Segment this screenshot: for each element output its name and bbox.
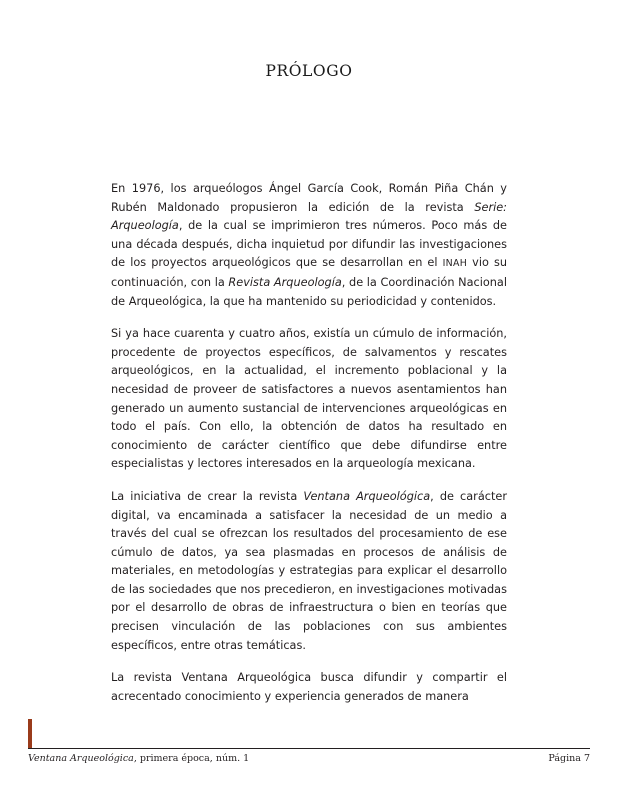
footer-divider <box>28 748 590 749</box>
page-footer <box>28 753 590 764</box>
paragraph-1 <box>111 180 507 311</box>
paragraph-1-run-1: En 1976, los arqueólogos Ángel García Cook, Román Piña Chán y Rubén Maldonado propusieron la edición de la revista <box>111 182 507 214</box>
paragraph-4-run-1: La revista Ventana Arqueológica busca difundir y compartir el acrecentado conocimiento y experiencia generados de manera <box>111 671 507 703</box>
footer-accent-bar <box>28 719 32 748</box>
paragraph-1-run-6-italic: Revista Arqueología <box>228 275 342 289</box>
page-title: PRÓLOGO <box>265 62 353 80</box>
footer-issue-info: , primera época, núm. 1 <box>133 753 250 764</box>
paragraph-1-run-2-italic: Serie: Arqueología <box>111 200 507 233</box>
paragraph-1-run-4-smallcaps: INAH <box>442 258 468 270</box>
paragraph-2-run-1: Si ya hace cuarenta y cuatro años, existía un cúmulo de información, procedente de proyectos específicos, de salvamentos y rescates arqueológicos, en la actualidad, el incremento poblacional y la necesidad de proveer de satisfactores a nuevos asentamientos han generado un aumento sustancial de intervenciones arqueológicas en todo el país. Con ello, la obtención de datos ha resultado en conocimiento de carácter científico que debe difundirse entre especialistas y lectores interesados en la arqueología mexicana. <box>111 327 507 471</box>
paragraph-2 <box>111 325 507 474</box>
footer-journal-title: Ventana Arqueológica <box>28 753 134 764</box>
paragraph-3-run-1: La iniciativa de crear la revista <box>111 489 304 503</box>
paragraph-1-run-7: , de la Coordinación Nacional de Arqueológica, la que ha mantenido su periodicidad y contenidos. <box>111 275 507 308</box>
paragraph-3 <box>111 488 507 655</box>
paragraph-1-run-3: , de la cual se imprimieron tres números. Poco más de una década después, dicha inquietud por difundir las investigaciones de los proyectos arqueológicos que se desarrollan en el <box>111 219 507 270</box>
paragraph-1-run-5: vio su continuación, con la <box>111 256 508 289</box>
footer-page-number: Página 7 <box>548 753 590 764</box>
paragraph-3-run-2-italic: Ventana Arqueológica <box>303 489 431 503</box>
body-text <box>111 180 507 706</box>
footer-source <box>28 753 249 764</box>
paragraph-3-run-3: , de carácter digital, va encaminada a satisfacer la necesidad de un medio a través del cual se ofrezcan los resultados del procesamiento de ese cúmulo de datos, ya sea plasmadas en procesos de análisis de materiales, en metodologías y estrategias para explicar el desarrollo de las sociedades que nos precedieron, en investigaciones motivadas por el desarrollo de obras de infraestructura o bien en teorías que precisen vinculación de las poblaciones con sus ambientes específicos, entre otras temáticas. <box>111 489 507 652</box>
paragraph-4 <box>111 669 507 706</box>
